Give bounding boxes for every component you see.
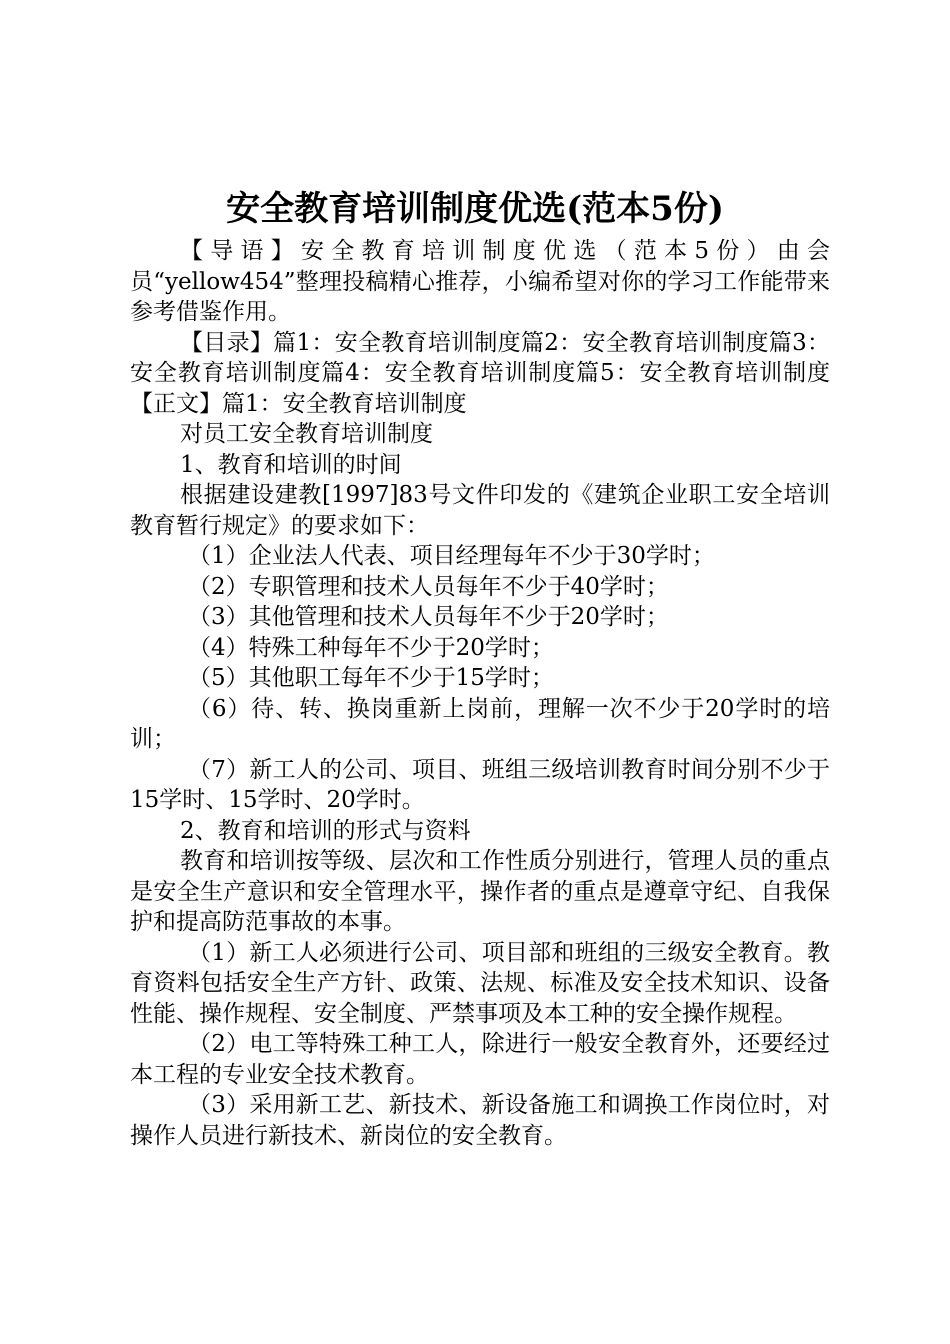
list-item: （2）电工等特殊工种工人，除进行一般安全教育外，还要经过本工程的专业安全技术教育。	[130, 1031, 830, 1088]
list-item: （3）采用新工艺、新技术、新设备施工和调换工作岗位时，对操作人员进行新技术、新岗位的安全教育。	[130, 1092, 830, 1149]
list-item: （6）待、转、换岗重新上岗前，理解一次不少于20学时的培训；	[130, 695, 830, 752]
section-heading: 对员工安全教育培训制度	[180, 421, 433, 447]
document-title: 安全教育培训制度优选(范本5份)	[226, 189, 724, 229]
list-item: （7）新工人的公司、项目、班组三级培训教育时间分别不少于15学时、15学时、20学时。	[130, 756, 830, 813]
document-body	[130, 236, 830, 1151]
intro-paragraph: 【导语】安全教育培训制度优选（范本5份）由会员“yellow454”整理投稿精心推荐，小编希望对你的学习工作能带来参考借鉴作用。	[130, 238, 830, 325]
list-item: （3）其他管理和技术人员每年不少于20学时；	[188, 604, 669, 630]
body-paragraph: 教育和培训按等级、层次和工作性质分别进行，管理人员的重点是安全生产意识和安全管理水平，操作者的重点是遵章守纪、自我保护和提高防范事故的本事。	[130, 848, 830, 935]
list-item: （4）特殊工种每年不少于20学时；	[188, 634, 554, 661]
body-paragraph: 根据建设建教[1997]83号文件印发的《建筑企业职工安全培训教育暂行规定》的要求如下：	[130, 482, 830, 539]
list-item: （2）专职管理和技术人员每年不少于40学时；	[188, 573, 669, 600]
list-item: （1）企业法人代表、项目经理每年不少于30学时；	[188, 543, 715, 569]
list-item: （1）新工人必须进行公司、项目部和班组的三级安全教育。教育资料包括安全生产方针、政策、法规、标准及安全技术知识、设备性能、操作规程、安全制度、严禁事项及本工种的安全操作规程。	[130, 939, 830, 1027]
list-item: （5）其他职工每年不少于15学时；	[188, 665, 554, 691]
toc-paragraph: 【目录】篇1：安全教育培训制度篇2：安全教育培训制度篇3：安全教育培训制度篇4：安全教育培训制度篇5：安全教育培训制度【正文】篇1：安全教育培训制度	[130, 329, 830, 417]
subsection-heading: 2、教育和培训的形式与资料	[180, 817, 471, 844]
subsection-heading: 1、教育和培训的时间	[180, 451, 402, 478]
